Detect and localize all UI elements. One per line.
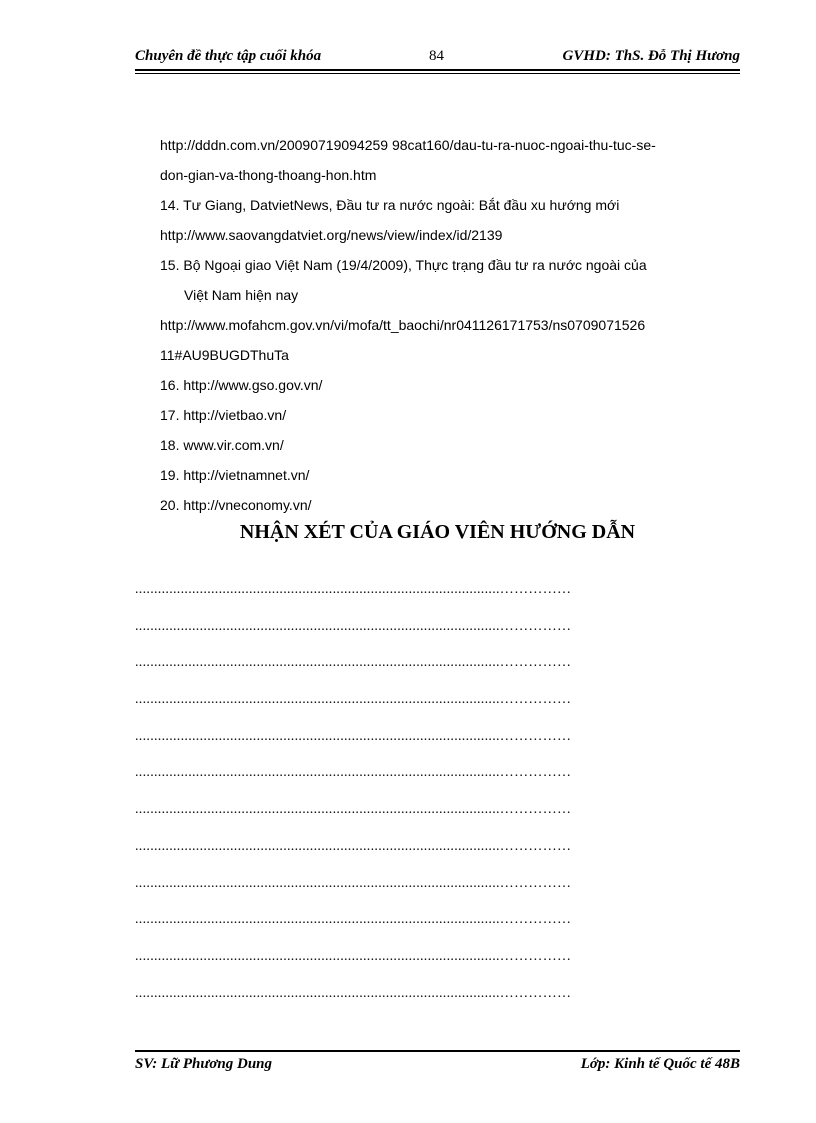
reference-line: http://www.mofahcm.gov.vn/vi/mofa/tt_baochi/nr041126171753/ns0709071526 [160, 317, 646, 333]
reference-line: http://www.saovangdatviet.org/news/view/index/id/2139 [160, 227, 503, 243]
footer-student: SV: Lữ Phương Dung [135, 1056, 273, 1072]
reference-list [160, 130, 740, 520]
reference-line: 17. http://vietbao.vn/ [160, 407, 287, 423]
reference-line: 15. Bộ Ngoại giao Việt Nam (19/4/2009), Thực trạng đầu tư ra nước ngoài của [160, 257, 647, 273]
header-divider [135, 69, 740, 71]
dotted-line: ................................................................................................…………… [135, 875, 572, 891]
dotted-line: ................................................................................................…………… [135, 948, 572, 964]
reference-line: don-gian-va-thong-thoang-hon.htm [160, 167, 377, 183]
reference-line: 20. http://vneconomy.vn/ [160, 497, 312, 513]
dotted-line: ................................................................................................…………… [135, 655, 572, 671]
page-number: 84 [429, 48, 444, 64]
page-footer [135, 1056, 740, 1078]
footer-divider [135, 1050, 740, 1052]
dotted-line: ................................................................................................…………… [135, 985, 572, 1001]
review-heading: NHẬN XÉT CỦA GIÁO VIÊN HƯỚNG DẪN [239, 521, 636, 543]
reference-line: Việt Nam hiện nay [184, 287, 299, 303]
dotted-line: ................................................................................................…………… [135, 838, 572, 854]
header-divider-thin [135, 73, 740, 74]
header-title: Chuyên đề thực tập cuối khóa [135, 48, 322, 64]
dotted-line: ................................................................................................…………… [135, 765, 572, 781]
reference-line: 18. www.vir.com.vn/ [160, 437, 284, 453]
dotted-line: ................................................................................................…………… [135, 802, 572, 818]
footer-class: Lớp: Kinh tế Quốc tế 48B [580, 1056, 740, 1072]
reference-line: 14. Tư Giang, DatvietNews, Đầu tư ra nước ngoài: Bắt đầu xu hướng mới [160, 197, 620, 213]
dotted-line: ................................................................................................…………… [135, 912, 572, 928]
reference-line: 19. http://vietnamnet.vn/ [160, 467, 310, 483]
review-blank-lines [135, 572, 725, 1012]
page-header [135, 46, 740, 68]
reference-line: 16. http://www.gso.gov.vn/ [160, 377, 323, 393]
header-supervisor: GVHD: ThS. Đỗ Thị Hương [562, 48, 740, 64]
dotted-line: ................................................................................................…………… [135, 692, 572, 708]
dotted-line: ................................................................................................…………… [135, 582, 572, 597]
reference-line: 11#AU9BUGDThuTa [160, 347, 289, 363]
dotted-line: ................................................................................................…………… [135, 618, 572, 634]
dotted-line: ................................................................................................…………… [135, 728, 572, 744]
reference-line: http://dddn.com.vn/20090719094259 98cat160/dau-tu-ra-nuoc-ngoai-thu-tuc-se- [160, 137, 656, 153]
